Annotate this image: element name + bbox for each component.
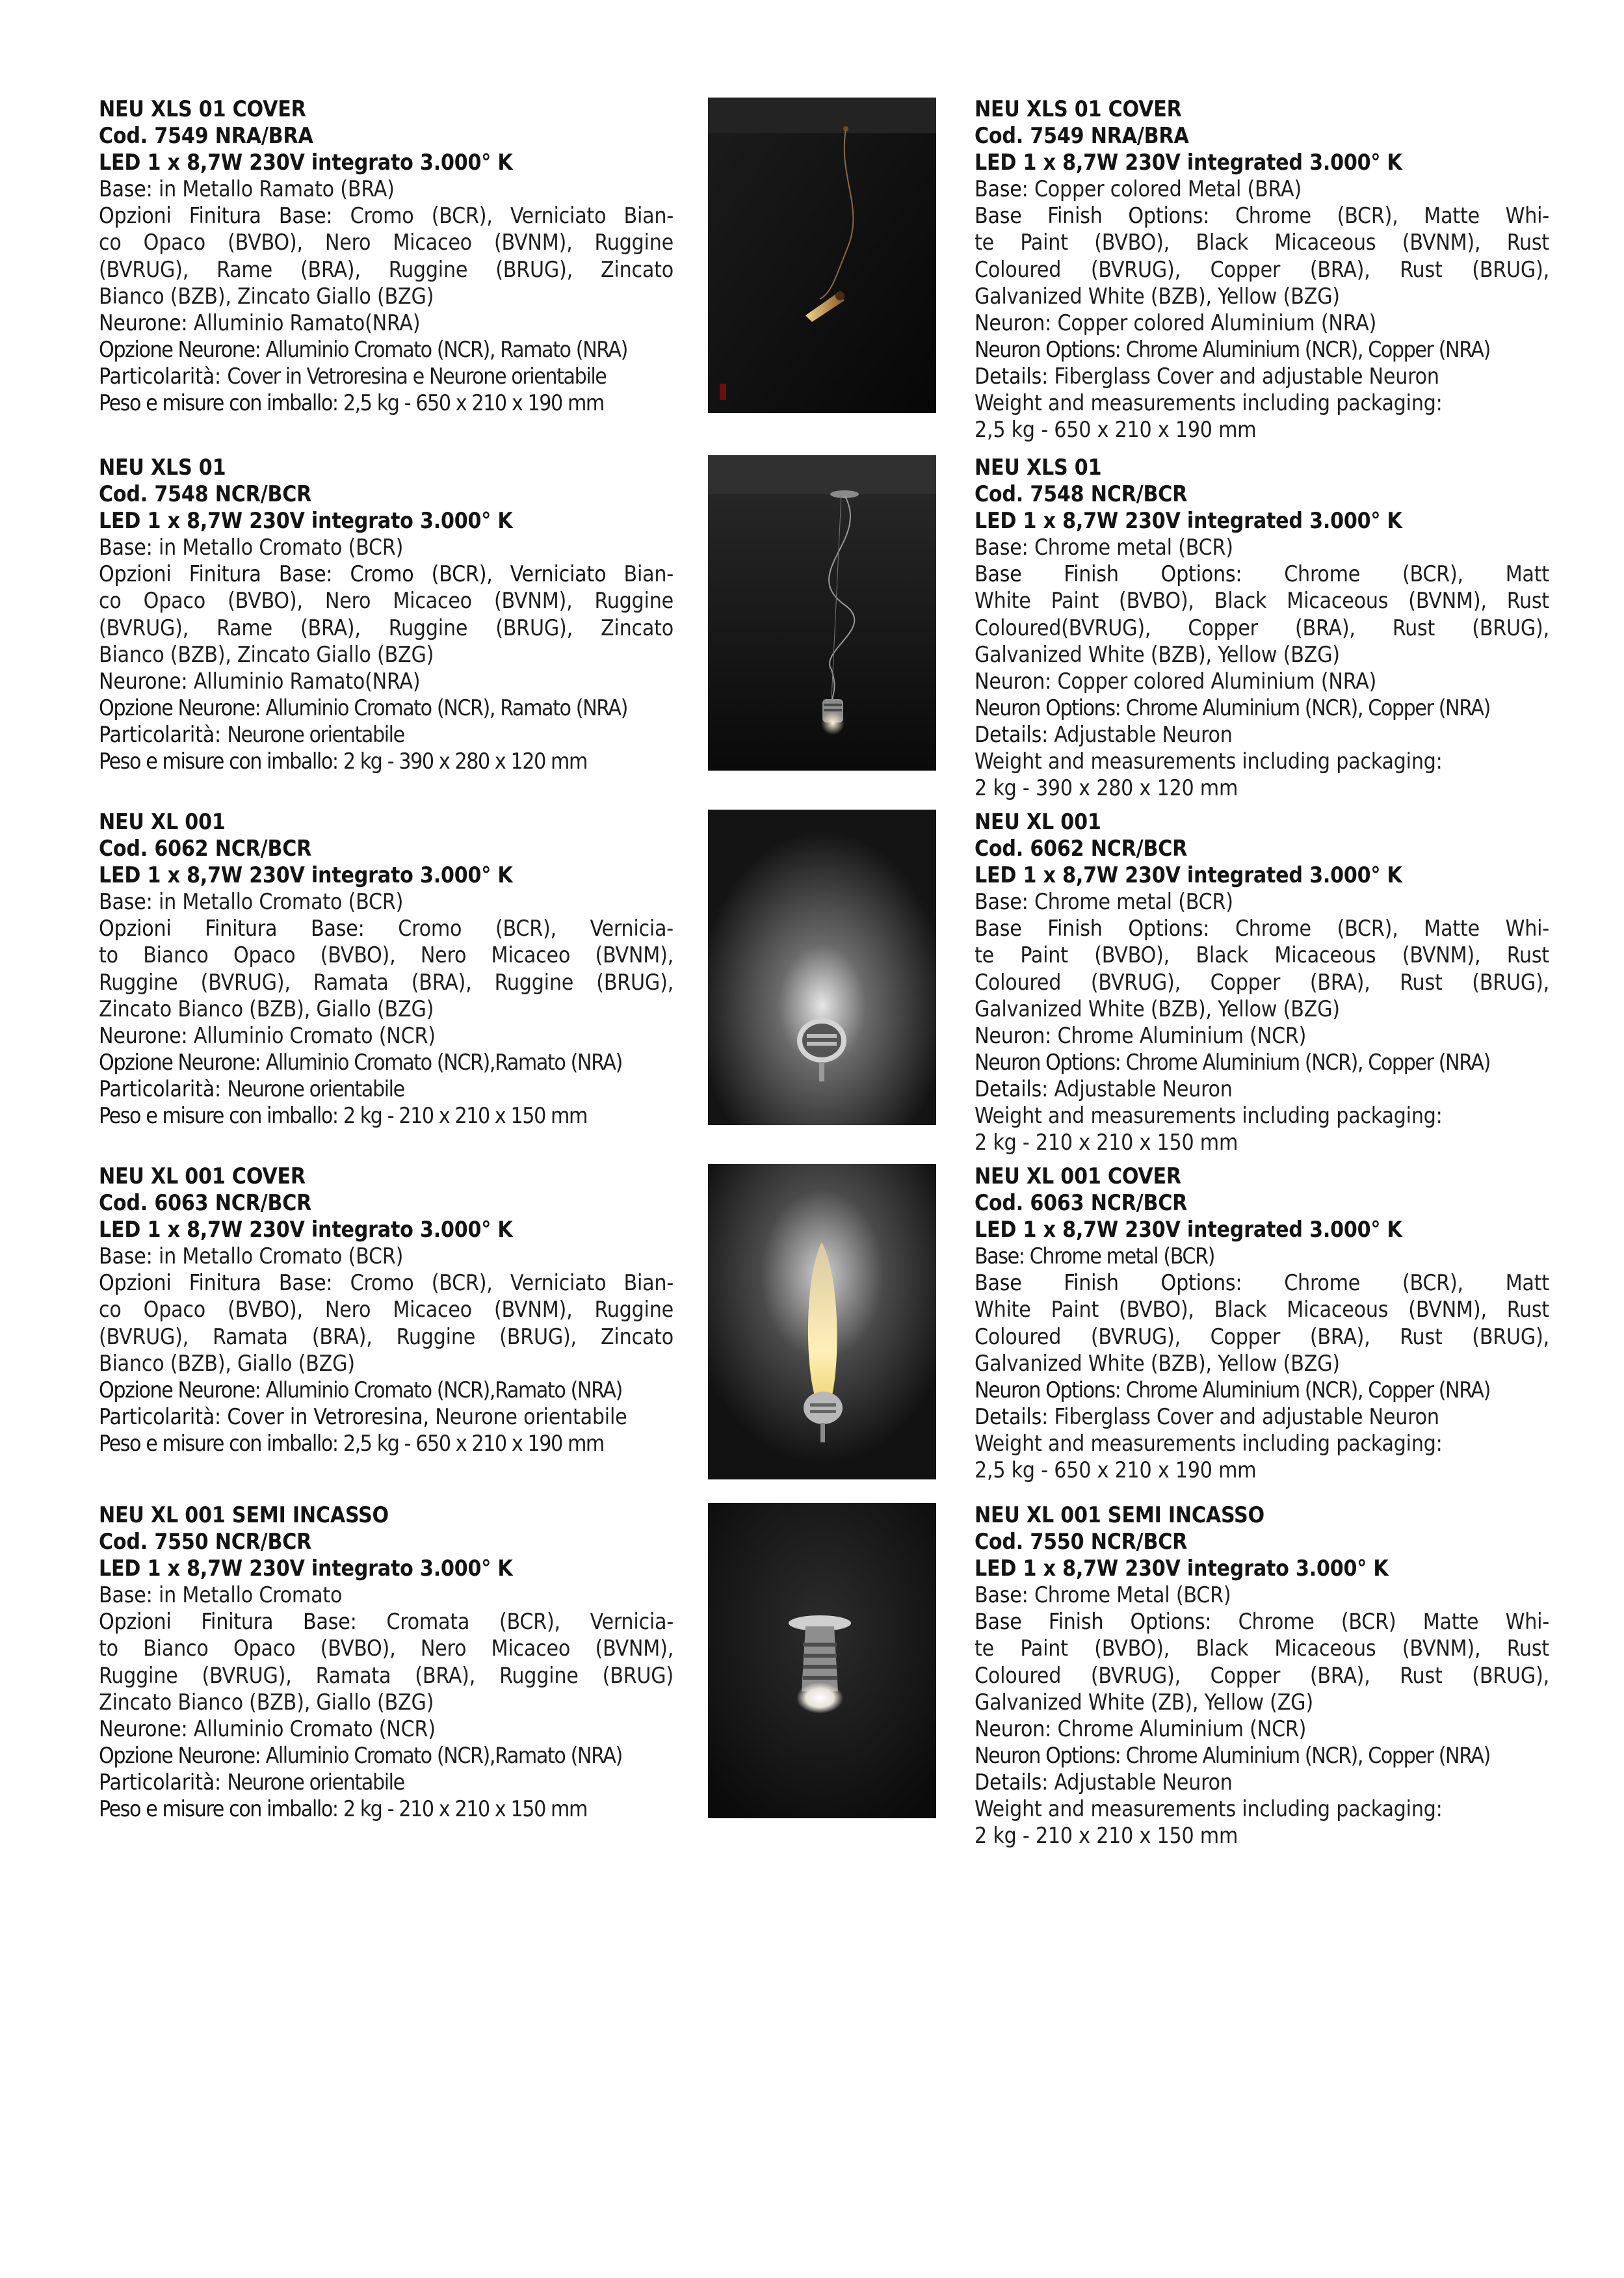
options-line: to Bianco Opaco (BVBO), Nero Micaceo (BVNM), bbox=[99, 942, 674, 968]
options-line: Opzioni Finitura Base: Cromata (BCR), Vernicia- bbox=[99, 1609, 674, 1635]
options-line: Bianco (BZB), Zincato Giallo (BZG) bbox=[99, 283, 434, 309]
options-line: (BVRUG), Ramata (BRA), Ruggine (BRUG), Zincato bbox=[99, 1323, 674, 1349]
details-line: Details: Adjustable Neuron bbox=[975, 1769, 1233, 1795]
wall-cover-light-image bbox=[708, 1164, 936, 1479]
neuron-line: Neuron: Copper colored Aluminium (NRA) bbox=[975, 310, 1377, 336]
options-line: Zincato Bianco (BZB), Giallo (BZG) bbox=[99, 1689, 434, 1715]
neuron-line: Neurone: Alluminio Ramato(NRA) bbox=[99, 310, 421, 336]
base-line: Base: in Metallo Ramato (BRA) bbox=[99, 176, 395, 202]
weight-line: Weight and measurements including packaging: bbox=[975, 1103, 1443, 1129]
options-line: Base Finish Options: Chrome (BCR), Matt bbox=[975, 1270, 1550, 1296]
options-line: Base Finish Options: Chrome (BCR) Matte Whi- bbox=[975, 1609, 1550, 1635]
product-code: Cod. 7548 NCR/BCR bbox=[99, 481, 312, 507]
details-line: Particolarità: Neurone orientabile bbox=[99, 721, 404, 747]
product-led: LED 1 x 8,7W 230V integrated 3.000° K bbox=[975, 862, 1402, 888]
neuron-options-line: Neuron Options: Chrome Aluminium (NCR), Copper (NRA) bbox=[975, 336, 1490, 362]
options-line: te Paint (BVBO), Black Micaceous (BVNM), Rust bbox=[975, 942, 1549, 968]
options-line: Galvanized White (BZB), Yellow (BZG) bbox=[975, 1350, 1340, 1376]
product-en-3 bbox=[975, 808, 1549, 1156]
options-line: Galvanized White (ZB), Yellow (ZG) bbox=[975, 1689, 1313, 1715]
product-photo-semi-recessed bbox=[708, 1503, 936, 1818]
product-led: LED 1 x 8,7W 230V integrated 3.000° K bbox=[975, 508, 1402, 534]
product-name: NEU XL 001 bbox=[975, 809, 1101, 834]
base-line: Base: Chrome metal (BCR) bbox=[975, 889, 1233, 915]
neuron-options-line: Opzione Neurone: Alluminio Cromato (NCR),Ramato (NRA) bbox=[99, 1049, 622, 1075]
product-led: LED 1 x 8,7W 230V integrated 3.000° K bbox=[975, 1217, 1402, 1243]
weight-value: 2,5 kg - 650 x 210 x 190 mm bbox=[975, 417, 1257, 443]
details-line: Details: Fiberglass Cover and adjustable Neuron bbox=[975, 363, 1439, 389]
weight-line: Weight and measurements including packaging: bbox=[975, 748, 1443, 775]
product-it-4 bbox=[99, 1163, 674, 1457]
options-line: to Bianco Opaco (BVBO), Nero Micaceo (BVNM), bbox=[99, 1636, 674, 1662]
neuron-options-line: Neuron Options: Chrome Aluminium (NCR), Copper (NRA) bbox=[975, 1049, 1490, 1075]
options-line: Opzioni Finitura Base: Cromo (BCR), Verniciato Bian- bbox=[99, 203, 674, 229]
product-led: LED 1 x 8,7W 230V integrato 3.000° K bbox=[99, 862, 513, 888]
base-line: Base: in Metallo Cromato bbox=[99, 1582, 343, 1608]
options-line: Zincato Bianco (BZB), Giallo (BZG) bbox=[99, 996, 434, 1022]
neuron-line: Neurone: Alluminio Cromato (NCR) bbox=[99, 1715, 436, 1742]
product-led: LED 1 x 8,7W 230V integrato 3.000° K bbox=[99, 1556, 513, 1582]
options-line: Opzioni Finitura Base: Cromo (BCR), Verniciato Bian- bbox=[99, 561, 674, 587]
weight-value: 2 kg - 390 x 280 x 120 mm bbox=[975, 775, 1238, 801]
product-photo-wall bbox=[708, 810, 936, 1125]
product-photo-pendant bbox=[708, 455, 936, 771]
product-code: Cod. 6063 NCR/BCR bbox=[99, 1190, 312, 1216]
product-code: Cod. 6062 NCR/BCR bbox=[99, 836, 312, 862]
product-en-5 bbox=[975, 1502, 1549, 1849]
options-line: Base Finish Options: Chrome (BCR), Matte Whi- bbox=[975, 203, 1550, 229]
options-line: White Paint (BVBO), Black Micaceous (BVNM), Rust bbox=[975, 1297, 1549, 1323]
product-en-4 bbox=[975, 1163, 1549, 1483]
product-code: Cod. 7550 NCR/BCR bbox=[975, 1529, 1188, 1555]
base-line: Base: Chrome Metal (BCR) bbox=[975, 1582, 1231, 1608]
weight-value: 2,5 kg - 650 x 210 x 190 mm bbox=[975, 1457, 1257, 1483]
product-en-2 bbox=[975, 454, 1549, 801]
product-code: Cod. 7549 NRA/BRA bbox=[975, 123, 1189, 149]
options-line: White Paint (BVBO), Black Micaceous (BVNM), Rust bbox=[975, 588, 1549, 614]
options-line: co Opaco (BVBO), Nero Micaceo (BVNM), Ruggine bbox=[99, 588, 674, 614]
product-name: NEU XL 001 SEMI INCASSO bbox=[975, 1502, 1264, 1528]
neuron-options-line: Opzione Neurone: Alluminio Cromato (NCR), Ramato (NRA) bbox=[99, 695, 627, 721]
product-name: NEU XLS 01 COVER bbox=[975, 96, 1182, 122]
product-led: LED 1 x 8,7W 230V integrato 3.000° K bbox=[99, 508, 513, 534]
product-name: NEU XL 001 bbox=[99, 809, 226, 834]
product-led: LED 1 x 8,7W 230V integrato 3.000° K bbox=[99, 150, 513, 176]
neuron-options-line: Opzione Neurone: Alluminio Cromato (NCR),Ramato (NRA) bbox=[99, 1377, 622, 1403]
weight-line: Peso e misure con imballo: 2 kg - 210 x 210 x 150 mm bbox=[99, 1103, 587, 1129]
base-line: Base: Chrome metal (BCR) bbox=[975, 535, 1233, 561]
details-line: Particolarità: Cover in Vetroresina, Neurone orientabile bbox=[99, 1403, 627, 1429]
product-it-2 bbox=[99, 454, 674, 775]
product-code: Cod. 7550 NCR/BCR bbox=[99, 1529, 312, 1555]
neuron-line: Neurone: Alluminio Ramato(NRA) bbox=[99, 668, 421, 694]
neuron-line: Neurone: Alluminio Cromato (NCR) bbox=[99, 1022, 436, 1048]
options-line: (BVRUG), Rame (BRA), Ruggine (BRUG), Zincato bbox=[99, 256, 674, 282]
options-line: co Opaco (BVBO), Nero Micaceo (BVNM), Ruggine bbox=[99, 1297, 674, 1323]
options-line: Bianco (BZB), Giallo (BZG) bbox=[99, 1350, 355, 1376]
details-line: Details: Adjustable Neuron bbox=[975, 1076, 1233, 1102]
product-it-3 bbox=[99, 808, 674, 1129]
details-line: Particolarità: Neurone orientabile bbox=[99, 1769, 404, 1795]
weight-line: Peso e misure con imballo: 2 kg - 390 x 280 x 120 mm bbox=[99, 748, 587, 775]
options-line: Coloured (BVRUG), Copper (BRA), Rust (BRUG), bbox=[975, 256, 1549, 282]
neuron-options-line: Neuron Options: Chrome Aluminium (NCR), Copper (NRA) bbox=[975, 1377, 1490, 1403]
weight-line: Weight and measurements including packaging: bbox=[975, 1796, 1443, 1822]
options-line: (BVRUG), Rame (BRA), Ruggine (BRUG), Zincato bbox=[99, 615, 674, 641]
product-code: Cod. 6063 NCR/BCR bbox=[975, 1190, 1188, 1216]
product-code: Cod. 6062 NCR/BCR bbox=[975, 836, 1188, 862]
details-line: Particolarità: Cover in Vetroresina e Neurone orientabile bbox=[99, 363, 607, 389]
product-code: Cod. 7549 NRA/BRA bbox=[99, 123, 313, 149]
product-led: LED 1 x 8,7W 230V integrated 3.000° K bbox=[975, 150, 1402, 176]
product-photo-pendant-cover bbox=[708, 98, 936, 413]
product-code: Cod. 7548 NCR/BCR bbox=[975, 481, 1188, 507]
product-it-5 bbox=[99, 1502, 674, 1822]
weight-value: 2 kg - 210 x 210 x 150 mm bbox=[975, 1130, 1238, 1156]
options-line: Opzioni Finitura Base: Cromo (BCR), Verniciato Bian- bbox=[99, 1270, 674, 1296]
neuron-options-line: Neuron Options: Chrome Aluminium (NCR), Copper (NRA) bbox=[975, 1742, 1490, 1768]
options-line: Coloured (BVRUG), Copper (BRA), Rust (BRUG), bbox=[975, 969, 1549, 995]
base-line: Base: Chrome metal (BCR) bbox=[975, 1243, 1214, 1269]
options-line: te Paint (BVBO), Black Micaceous (BVNM), Rust bbox=[975, 1636, 1549, 1662]
neuron-options-line: Opzione Neurone: Alluminio Cromato (NCR), Ramato (NRA) bbox=[99, 336, 627, 362]
neuron-options-line: Opzione Neurone: Alluminio Cromato (NCR),Ramato (NRA) bbox=[99, 1742, 622, 1768]
semi-recessed-light-image bbox=[708, 1503, 936, 1818]
options-line: Galvanized White (BZB), Yellow (BZG) bbox=[975, 641, 1340, 667]
weight-value: 2 kg - 210 x 210 x 150 mm bbox=[975, 1823, 1238, 1849]
details-line: Details: Adjustable Neuron bbox=[975, 721, 1233, 747]
wall-light-image bbox=[708, 810, 936, 1125]
base-line: Base: in Metallo Cromato (BCR) bbox=[99, 889, 404, 915]
weight-line: Peso e misure con imballo: 2,5 kg - 650 x 210 x 190 mm bbox=[99, 390, 604, 416]
pendant-cover-image bbox=[708, 98, 936, 413]
base-line: Base: in Metallo Cromato (BCR) bbox=[99, 535, 404, 561]
weight-line: Weight and measurements including packaging: bbox=[975, 1430, 1443, 1456]
weight-line: Peso e misure con imballo: 2,5 kg - 650 x 210 x 190 mm bbox=[99, 1430, 604, 1456]
weight-line: Peso e misure con imballo: 2 kg - 210 x 210 x 150 mm bbox=[99, 1796, 587, 1822]
pendant-image bbox=[708, 455, 936, 771]
options-line: Galvanized White (BZB), Yellow (BZG) bbox=[975, 283, 1340, 309]
options-line: Galvanized White (BZB), Yellow (BZG) bbox=[975, 996, 1340, 1022]
options-line: Bianco (BZB), Zincato Giallo (BZG) bbox=[99, 641, 434, 667]
neuron-line: Neuron: Copper colored Aluminium (NRA) bbox=[975, 668, 1377, 694]
options-line: co Opaco (BVBO), Nero Micaceo (BVNM), Ruggine bbox=[99, 230, 674, 256]
options-line: Coloured (BVRUG), Copper (BRA), Rust (BRUG), bbox=[975, 1662, 1549, 1688]
neuron-line: Neuron: Chrome Aluminium (NCR) bbox=[975, 1715, 1307, 1742]
product-name: NEU XL 001 COVER bbox=[975, 1163, 1181, 1189]
product-name: NEU XLS 01 bbox=[975, 455, 1102, 480]
neuron-options-line: Neuron Options: Chrome Aluminium (NCR), Copper (NRA) bbox=[975, 695, 1490, 721]
product-it-1 bbox=[99, 96, 674, 416]
options-line: Base Finish Options: Chrome (BCR), Matt bbox=[975, 561, 1550, 587]
options-line: te Paint (BVBO), Black Micaceous (BVNM), Rust bbox=[975, 230, 1549, 256]
details-line: Particolarità: Neurone orientabile bbox=[99, 1076, 404, 1102]
options-line: Ruggine (BVRUG), Ramata (BRA), Ruggine (BRUG), bbox=[99, 969, 674, 995]
product-name: NEU XLS 01 COVER bbox=[99, 96, 306, 122]
weight-line: Weight and measurements including packaging: bbox=[975, 390, 1443, 416]
base-line: Base: Copper colored Metal (BRA) bbox=[975, 176, 1302, 202]
product-name: NEU XL 001 COVER bbox=[99, 1163, 306, 1189]
neuron-line: Neuron: Chrome Aluminium (NCR) bbox=[975, 1022, 1307, 1048]
product-en-1 bbox=[975, 96, 1549, 443]
options-line: Opzioni Finitura Base: Cromo (BCR), Vernicia- bbox=[99, 916, 674, 942]
options-line: Coloured (BVRUG), Copper (BRA), Rust (BRUG), bbox=[975, 1323, 1549, 1349]
options-line: Base Finish Options: Chrome (BCR), Matte Whi- bbox=[975, 916, 1550, 942]
product-led: LED 1 x 8,7W 230V integrato 3.000° K bbox=[99, 1217, 513, 1243]
product-photo-wall-cover bbox=[708, 1164, 936, 1479]
base-line: Base: in Metallo Cromato (BCR) bbox=[99, 1243, 404, 1269]
product-led: LED 1 x 8,7W 230V integrato 3.000° K bbox=[975, 1556, 1389, 1582]
product-name: NEU XL 001 SEMI INCASSO bbox=[99, 1502, 389, 1528]
product-name: NEU XLS 01 bbox=[99, 455, 226, 480]
options-line: Coloured(BVRUG), Copper (BRA), Rust (BRUG), bbox=[975, 615, 1549, 641]
details-line: Details: Fiberglass Cover and adjustable Neuron bbox=[975, 1403, 1439, 1429]
options-line: Ruggine (BVRUG), Ramata (BRA), Ruggine (BRUG) bbox=[99, 1662, 674, 1688]
